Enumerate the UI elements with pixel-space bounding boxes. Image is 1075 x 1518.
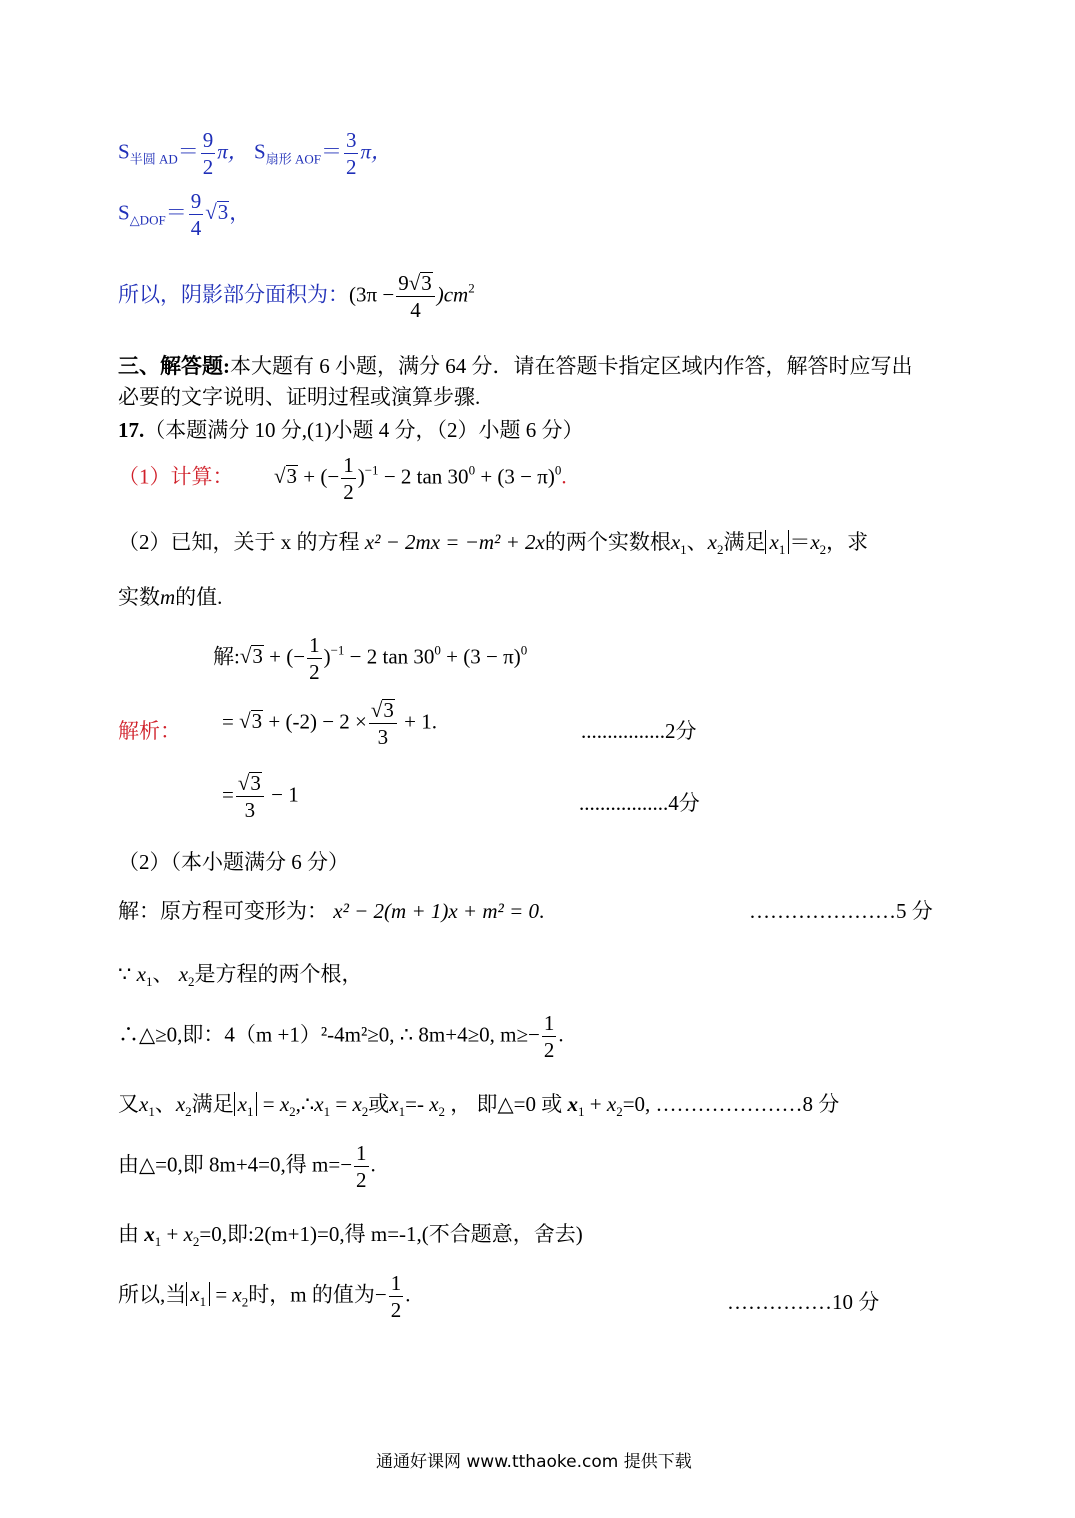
part2-line1-score: …………………5 分 bbox=[749, 899, 933, 923]
part2-line4: 又$x_1$、$x_2$满足 $x_1$ = $x_2,\therefore x_1 = x_2$或$x_1=-$ $x_2$ ， 即△=0 或 $x_1 + x_2=0$, …………………8 分 bbox=[118, 1092, 840, 1119]
shaded-area-line: 所以，阴影部分面积为：(3π − $\frac{9√3}{4}$ )$cm^2$ bbox=[118, 271, 475, 322]
question-17-part1: （1）计算： √3 + (− $\frac{1}{2}$ )$^{-1}$ − 2 $\tan 30^0 + (3 - \pi)^0$. bbox=[118, 453, 567, 504]
question-17-part2-line2: 实数m的值. bbox=[118, 585, 223, 609]
step-2-score: .................4分 bbox=[579, 791, 700, 815]
question-17-part2: （2）已知，关于 x 的方程 x² − 2mx = −m² + 2x的两个实数根$x_1$、$x_2$满足 $x_1 =x_2$，求 bbox=[118, 530, 869, 557]
solution-line: 解:√3 + (− $\frac{1}{2}$ )$^{-1}$ − 2 $\tan 30^0 + (3 - \pi)^0$ bbox=[213, 633, 528, 684]
part2-line6: 由 $x_1 + x_2=0$,即:2(m+1)=0,得 m=-1,(不合题意，舍去) bbox=[118, 1222, 583, 1249]
part2-line5: 由△=0,即 8m+4=0,得 m=− $\frac{1}{2}$ . bbox=[118, 1141, 376, 1192]
step-1-score: ................2分 bbox=[581, 719, 697, 743]
analysis-label: 解析： bbox=[118, 719, 181, 743]
area-triangle-line: $S_{\triangle DOF}=$ $\frac{9}{4}$ √3， bbox=[118, 189, 251, 240]
question-17-header: 17.（本题满分 10 分,(1)小题 4 分，（2）小题 6 分） bbox=[118, 418, 584, 442]
part2-line3: ∴△≥0,即：4（m +1）²-4m²≥0, ∴ 8m+4≥0, m≥− $\frac{1}{2}$ . bbox=[118, 1011, 564, 1062]
analysis-step-1: = √3 + (-2) − 2 × $\frac{√3}{3}$ + 1. bbox=[222, 698, 438, 749]
area-semicircle-line: $S_{半圆 AD}=$ $\frac{9}{2}$ π， $S_{扇形 AOF}=$ $\frac{3}{2}$ π， bbox=[118, 128, 392, 179]
section-heading: 三、解答题:本大题有 6 小题，满分 64 分．请在答题卡指定区域内作答，解答时应写出 bbox=[118, 354, 913, 378]
part2-line1: 解：原方程可变形为： x² − 2(m + 1)x + m² = 0. bbox=[118, 899, 545, 923]
part2-line7: 所以,当 $x_1 = x_2$时，m 的值为− $\frac{1}{2}$ . bbox=[118, 1271, 411, 1322]
section-heading-line2: 必要的文字说明、证明过程或演算步骤. bbox=[118, 385, 481, 409]
part2-line2: ∵ $x_1$、 $x_2$是方程的两个根， bbox=[118, 962, 363, 989]
analysis-step-2: = $\frac{√3}{3}$ − 1 bbox=[222, 771, 299, 822]
part2-line7-score: ……………10 分 bbox=[727, 1290, 880, 1314]
part2-header: （2）（本小题满分 6 分） bbox=[118, 850, 349, 874]
page-footer: 通通好课网 www.tthaoke.com 提供下载 bbox=[376, 1452, 692, 1472]
